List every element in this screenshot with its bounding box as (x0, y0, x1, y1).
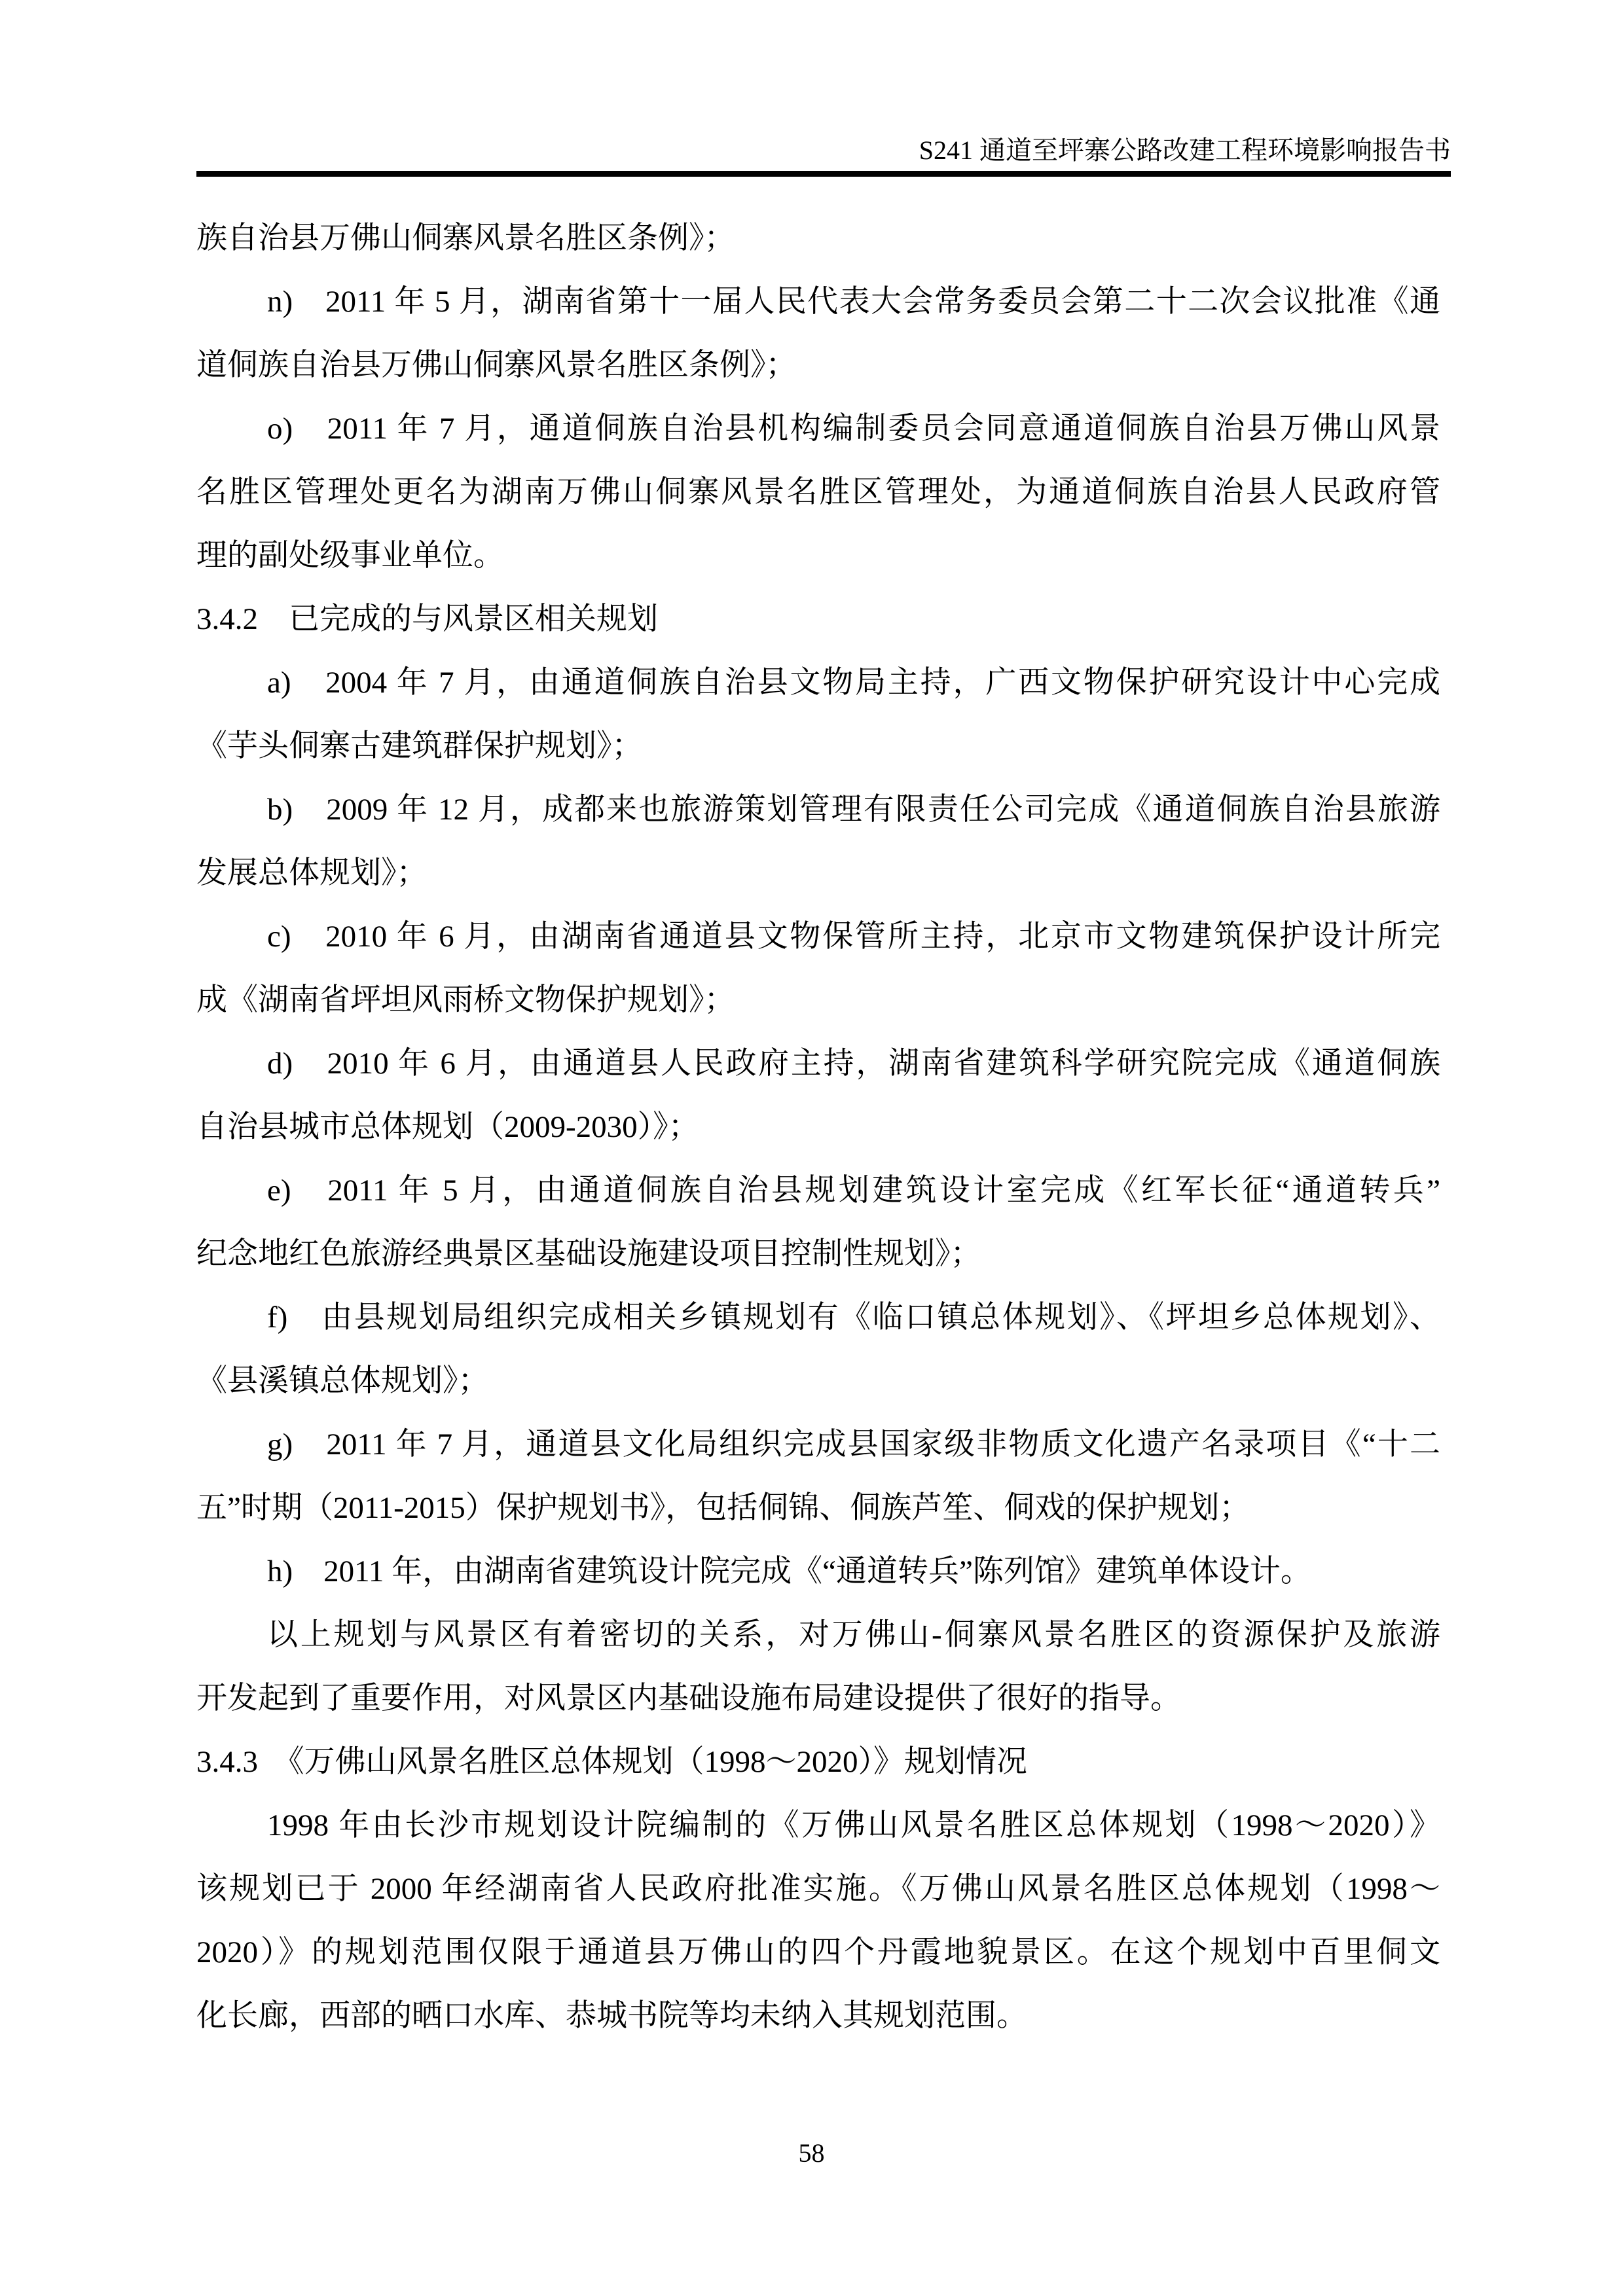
body-line: 1998 年由长沙市规划设计院编制的《万佛山风景名胜区总体规划（1998～2020）》 (267, 1808, 1440, 1842)
page-number: 58 (798, 2138, 825, 2168)
header-divider-rule (196, 171, 1451, 177)
body-line: 以上规划与风景区有着密切的关系，对万佛山-侗寨风景名胜区的资源保护及旅游 (267, 1618, 1440, 1652)
body-line: e) 2011 年 5 月，由通道侗族自治县规划建筑设计室完成《红军长征“通道转兵” (267, 1174, 1440, 1208)
body-line: 发展总体规划》； (196, 856, 428, 890)
body-line: h) 2011 年，由湖南省建筑设计院完成《“通道转兵”陈列馆》建筑单体设计。 (267, 1554, 1311, 1588)
page-header-title: S241 通道至坪寨公路改建工程环境影响报告书 (919, 135, 1451, 165)
body-line: 名胜区管理处更名为湖南万佛山侗寨风景名胜区管理处，为通道侗族自治县人民政府管 (196, 475, 1440, 509)
body-line: c) 2010 年 6 月，由湖南省通道县文物保管所主持，北京市文物建筑保护设计所完 (267, 920, 1440, 954)
body-line: n) 2011 年 5 月，湖南省第十一届人民代表大会常务委员会第二十二次会议批准《通 (267, 285, 1440, 319)
section-heading: 3.4.3 《万佛山风景名胜区总体规划（1998～2020）》规划情况 (196, 1745, 1027, 1779)
document-body (196, 207, 1440, 2048)
body-line: 化长廊，西部的晒口水库、恭城书院等均未纳入其规划范围。 (196, 1999, 1027, 2033)
section-heading: 3.4.2 已完成的与风景区相关规划 (196, 602, 658, 636)
body-line: 2020）》的规划范围仅限于通道县万佛山的四个丹霞地貌景区。在这个规划中百里侗文 (196, 1935, 1440, 1969)
body-line: 开发起到了重要作用，对风景区内基础设施布局建设提供了很好的指导。 (196, 1681, 1181, 1715)
body-line: 《县溪镇总体规划》； (196, 1364, 489, 1398)
body-line: 该规划已于 2000 年经湖南省人民政府批准实施。《万佛山风景名胜区总体规划（1998～ (196, 1872, 1440, 1906)
body-line: 自治县城市总体规划（2009-2030）》； (196, 1110, 699, 1144)
body-line: 纪念地红色旅游经典景区基础设施建设项目控制性规划》； (196, 1237, 981, 1271)
body-line: d) 2010 年 6 月，由通道县人民政府主持，湖南省建筑科学研究院完成《通道侗族 (267, 1047, 1440, 1081)
body-line: 理的副处级事业单位。 (196, 539, 504, 573)
body-line: f) 由县规划局组织完成相关乡镇规划有《临口镇总体规划》、《坪坦乡总体规划》、 (267, 1300, 1440, 1335)
body-line: 族自治县万佛山侗寨风景名胜区条例》； (196, 221, 735, 255)
body-line: 成《湖南省坪坦风雨桥文物保护规划》； (196, 983, 735, 1017)
body-line: a) 2004 年 7 月，由通道侗族自治县文物局主持，广西文物保护研究设计中心完成 (267, 666, 1440, 700)
body-line: 《芋头侗寨古建筑群保护规划》； (196, 729, 643, 763)
body-line: o) 2011 年 7 月，通道侗族自治县机构编制委员会同意通道侗族自治县万佛山风景 (267, 412, 1440, 446)
body-line: 五”时期（2011-2015）保护规划书》，包括侗锦、侗族芦笙、侗戏的保护规划； (196, 1491, 1250, 1525)
body-line: g) 2011 年 7 月，通道县文化局组织完成县国家级非物质文化遗产名录项目《“十二 (267, 1427, 1440, 1462)
body-line: b) 2009 年 12 月，成都来也旅游策划管理有限责任公司完成《通道侗族自治县旅游 (267, 793, 1440, 827)
body-line: 道侗族自治县万佛山侗寨风景名胜区条例》； (196, 348, 797, 382)
